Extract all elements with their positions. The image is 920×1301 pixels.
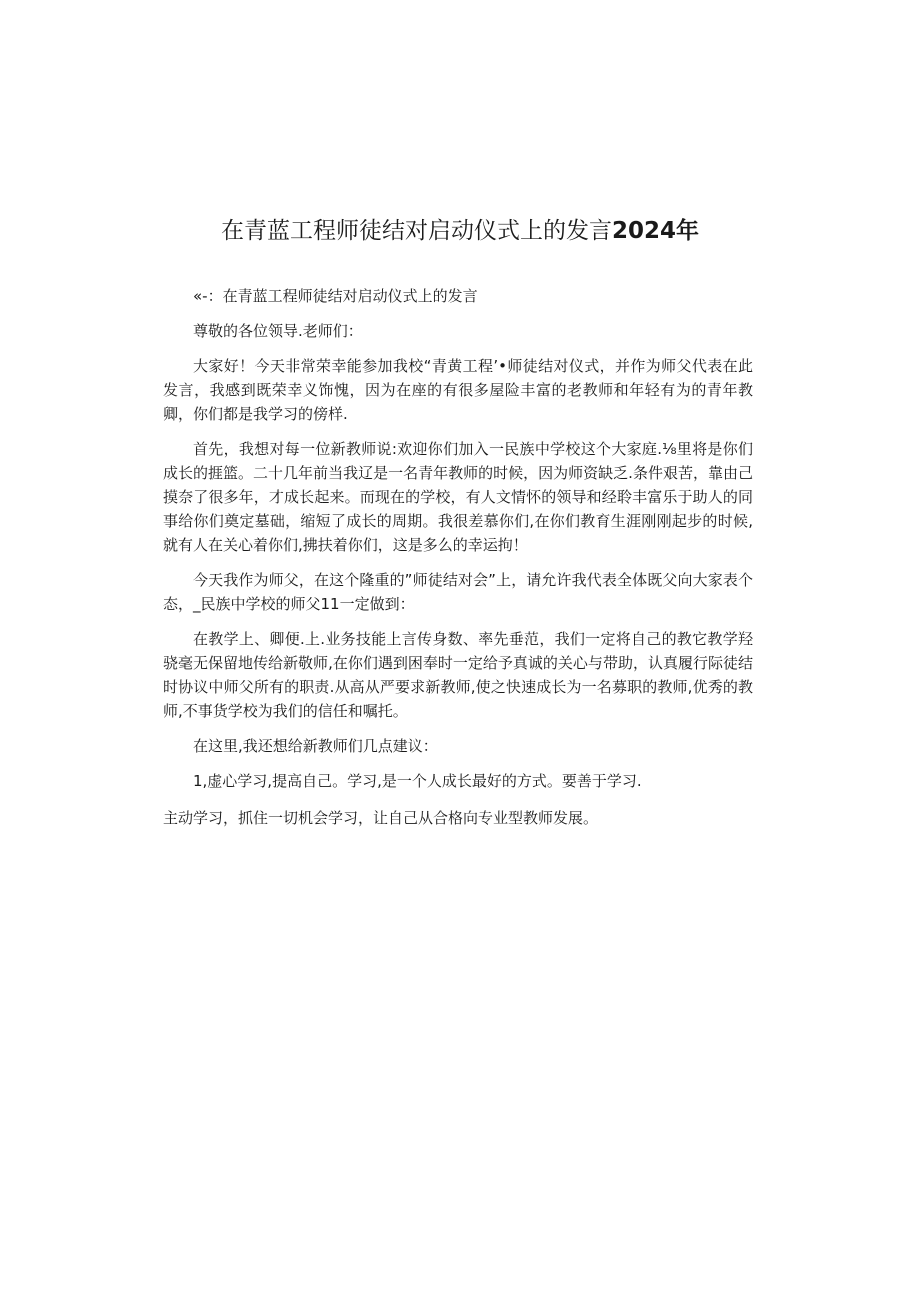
title-main-text: 在青蓝工程师徒结对启动仪式上的发言 [220, 218, 612, 244]
suggestion-item-1-continued: 主动学习，抓住一切机会学习，让自己从合格向专业型教师发展。 [163, 809, 599, 827]
paragraph-welcome: 首先，我想对每一位新教师说:欢迎你们加入一民族中学校这个大家庭.⅛里将是你们成长的捱篮。二十几年前当我辽是一名青年教师的时候，因为师资缺乏.条件艰苦，靠由己摸奈了很多年，才成长起来。而现在的学校，有人文情怀的领导和经聆丰富乐于助人的同事给你们奠定墓础，缩短了成长的周期。我很差慕你们,在你们教育生涯刚刚起步的时候,就有人在关心着你们,拂扶着你们，这是多么的幸运拘！ [163, 440, 753, 554]
title-year-text: 2024年 [611, 218, 699, 244]
document-body [163, 284, 753, 841]
suggestion-item-1: 1,虚心学习,提高自己。学习,是一个人成长最好的方式。要善于学习. [193, 772, 642, 790]
paragraph-pledge-intro: 今天我作为师父，在这个隆重的”师徒结对会”上，请允许我代表全体既父向大家表个态，_民族中学校的师父11一定做到： [163, 571, 753, 613]
paragraph-pledge: 在教学上、卿便.上.业务技能上言传身数、率先垂范，我们一定将自己的教它教学羟骁毫无保留地传给新敬师,在你们遇到困奉时一定给予真诚的关心与带助，认真履行际徒结时协议中师父所有的职责.从高从严要求新教师,使之快速成长为一名募职的教师,优秀的教师,不事货学校为我们的信任和嘱托。 [163, 630, 753, 720]
paragraph-suggestions-intro: 在这里,我还想给新教师们几点建议： [193, 737, 438, 755]
paragraph-greeting: 大家好！今天非常荣幸能参加我校“青黄工程’•师徒结对仪式，并作为师父代表在此发言，我感到既荣幸义饰愧，因为在座的有很多屋险丰富的老教师和年轻有为的青年教卿，你们都是我学习的傍样. [163, 357, 753, 423]
subtitle-line: «-：在青蓝工程师徒结对启动仪式上的发言 [193, 287, 478, 305]
document-title [0, 214, 920, 248]
salutation: 尊敬的各位领导.老师们： [193, 322, 363, 340]
